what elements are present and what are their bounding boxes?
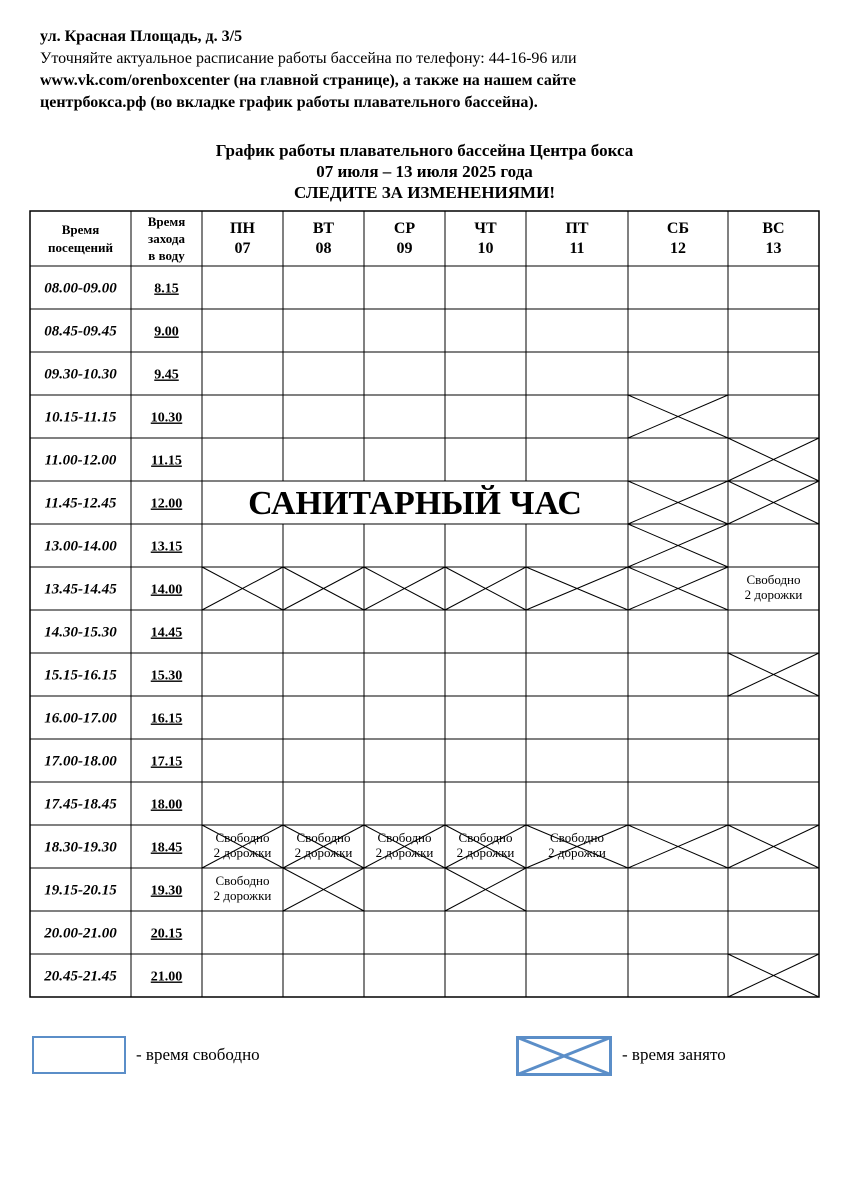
info-line-3: центрбокса.рф (во вкладке график работы плавательного бассейна). [40,94,538,111]
day-name: ВС [762,220,785,237]
row-entry: 17.15 [150,754,183,770]
row-time: 16.00-17.00 [44,710,117,727]
header-entry-label: Время [147,214,186,229]
row-entry: 10.30 [150,410,183,426]
row-entry: 18.00 [150,797,183,813]
info-line-1: Уточняйте актуальное расписание работы бассейна по телефону: 44-16-96 или [40,50,577,67]
row-time: 14.30-15.30 [44,624,117,641]
legend-free-label: - время свободно [136,1045,260,1064]
row-entry: 11.15 [151,453,182,469]
title-line-3: СЛЕДИТЕ ЗА ИЗМЕНЕНИЯМИ! [293,183,555,202]
free-lanes-note: 2 дорожки [213,845,272,860]
day-name: ПН [230,220,255,237]
legend-busy-label: - время занято [622,1045,726,1064]
day-name: ПТ [565,220,589,237]
day-date: 09 [396,240,413,257]
row-time: 13.00-14.00 [44,538,117,555]
free-lanes-note: 2 дорожки [294,845,353,860]
free-lanes-note: 2 дорожки [548,845,606,860]
row-time: 17.00-18.00 [44,753,117,770]
free-lanes-note: 2 дорожки [456,845,515,860]
day-name: СБ [666,220,690,237]
row-entry: 21.00 [150,969,183,985]
title-line-1: График работы плавательного бассейна Центра бокса [215,141,634,160]
row-time: 11.00-12.00 [44,452,117,469]
row-time: 13.45-14.45 [44,581,117,598]
day-name: ЧТ [474,220,497,237]
sanitary-hour-label: САНИТАРНЫЙ ЧАС [248,485,582,522]
row-entry: 16.15 [150,711,183,727]
free-lanes-note: Свободно [377,830,432,845]
free-lanes-note: Свободно [296,830,351,845]
header-time-label: Время [61,222,100,237]
header-entry-label: в воду [148,248,185,263]
row-entry: 14.00 [150,582,183,598]
legend-free-swatch [32,1036,126,1074]
header-time-label: посещений [48,240,113,255]
row-time: 11.45-12.45 [44,495,117,512]
day-name: СР [393,220,416,237]
row-entry: 20.15 [150,926,183,942]
row-time: 17.45-18.45 [44,796,117,813]
day-date: 13 [765,240,782,257]
row-time: 08.45-09.45 [44,323,117,340]
row-time: 20.45-21.45 [44,968,117,985]
row-entry: 12.00 [150,496,183,512]
row-entry: 8.15 [154,281,179,297]
day-date: 07 [234,240,251,257]
address: ул. Красная Площадь, д. 3/5 [40,28,243,45]
row-time: 19.15-20.15 [44,882,117,899]
row-time: 18.30-19.30 [44,839,117,856]
header-entry-label: захода [148,231,185,246]
free-lanes-note: Свободно [746,572,801,587]
day-date: 12 [670,240,686,257]
free-lanes-note: Свободно [549,830,605,845]
row-entry: 19.30 [150,883,183,899]
row-entry: 9.00 [154,324,179,340]
free-lanes-note: 2 дорожки [744,587,803,602]
row-entry: 18.45 [150,840,183,856]
free-lanes-note: 2 дорожки [375,845,434,860]
row-time: 20.00-21.00 [44,925,117,942]
title-line-2: 07 июля – 13 июля 2025 года [316,162,533,181]
row-entry: 9.45 [154,367,179,383]
row-entry: 13.15 [150,539,183,555]
day-date: 08 [315,240,332,257]
day-date: 11 [569,240,585,257]
free-lanes-note: Свободно [215,873,270,888]
free-lanes-note: Свободно [458,830,513,845]
row-time: 08.00-09.00 [44,280,117,297]
legend-busy-swatch [516,1036,612,1076]
row-time: 09.30-10.30 [44,366,117,383]
free-lanes-note: Свободно [215,830,270,845]
day-name: ВТ [312,220,335,237]
day-date: 10 [477,240,494,257]
info-line-2: www.vk.com/orenboxcenter (на главной странице), а также на нашем сайте [40,72,576,89]
row-time: 15.15-16.15 [44,667,117,684]
table-border [30,211,819,997]
row-entry: 14.45 [150,625,183,641]
row-time: 10.15-11.15 [44,409,117,426]
free-lanes-note: 2 дорожки [213,888,272,903]
row-entry: 15.30 [150,668,183,684]
